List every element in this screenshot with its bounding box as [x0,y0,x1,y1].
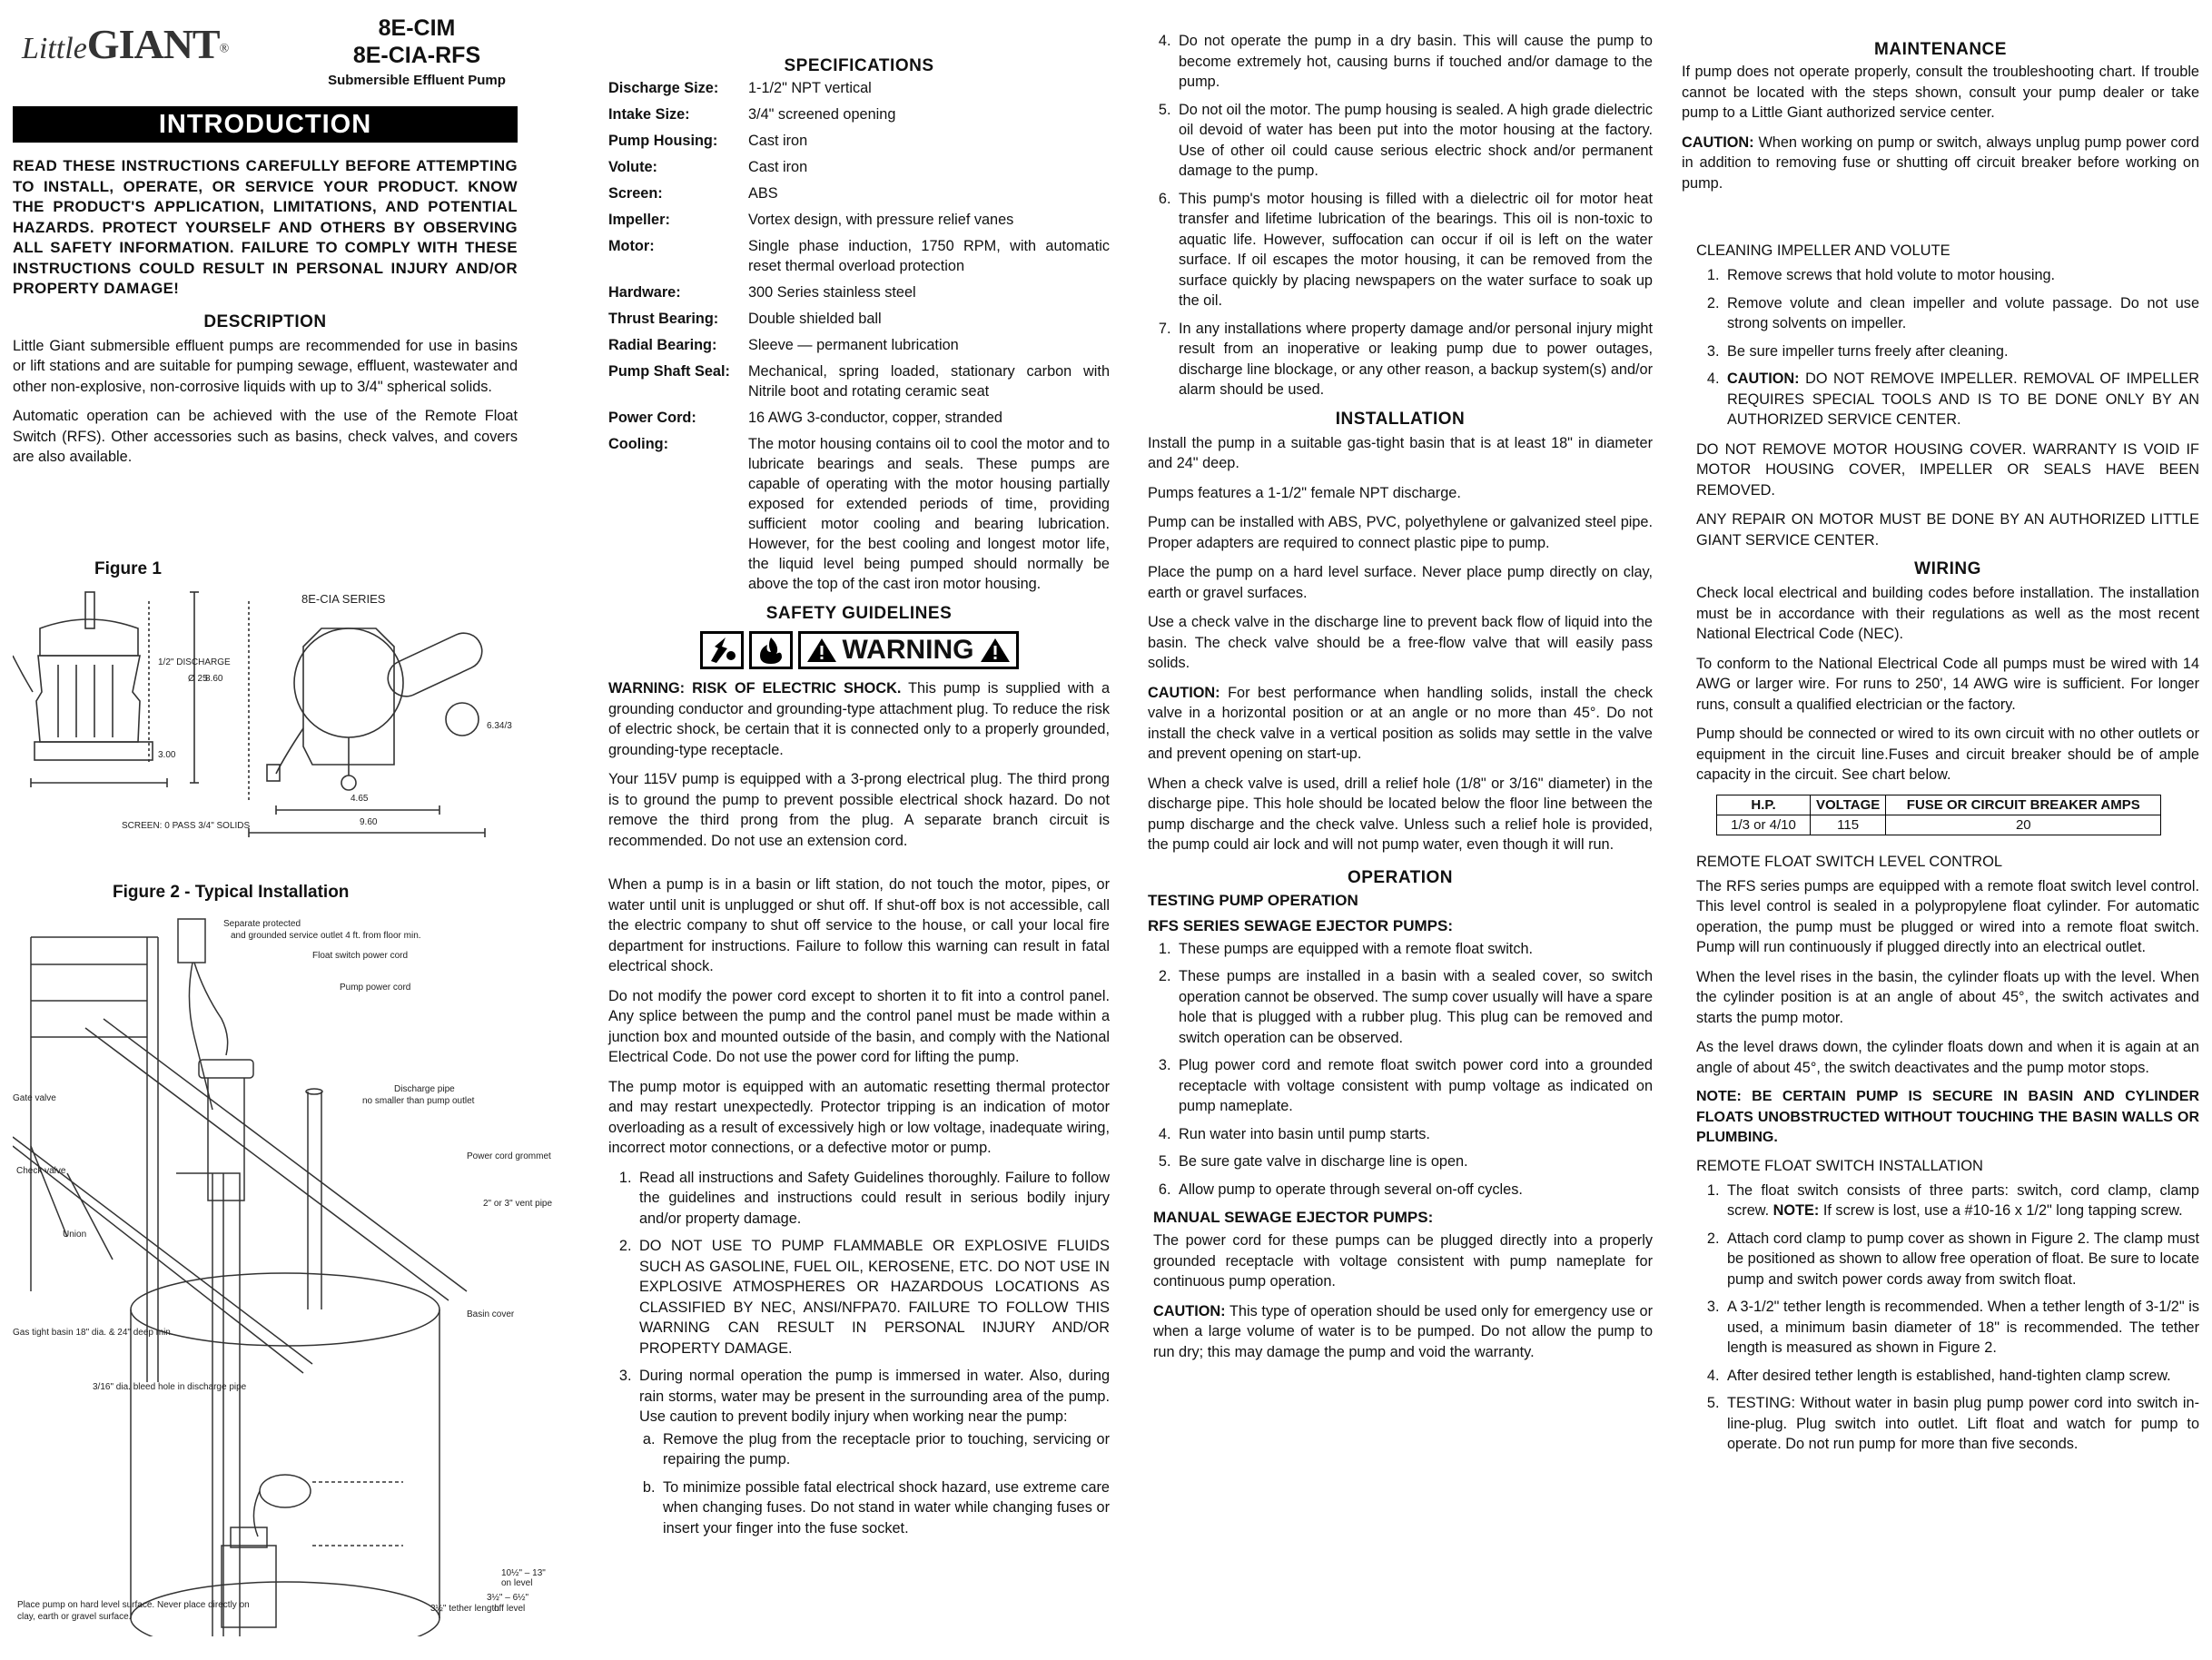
basin-cover-label: Basin cover [467,1309,515,1319]
safety-paragraph-3: When a pump is in a basin or lift station, do not touch the motor, pipes, or water until unit is unplugged or shut off. If shut-off box is not accessible, call the electric company to shut off service to the house, or call your local fire department for instructions. Failure to follow this warning can result in fatal electrical shock. [608,876,1110,974]
list-item-text: During normal operation the pump is immersed in water. Also, during rain storms, water may be present in the surrounding area of the pump. Use caution to prevent bodily injury when working near the pump: [639,1368,1110,1425]
spec-label: Power Cord: [608,410,696,426]
cleaning-heading: CLEANING IMPELLER AND VOLUTE [1696,242,1950,259]
operation-list [1148,939,1653,1201]
installation-paragraph-2: Pumps features a 1-1/2" female NPT discharge. [1148,484,1461,501]
caution-lead: CAUTION: [1153,1302,1226,1319]
testing-pump-operation-heading: TESTING PUMP OPERATION [1148,891,1358,909]
list-item: 3. Plug power cord and remote float switch power cord into a grounded receptacle with voltage consistent with pump voltage as indicated on pump nameplate. [1175,1055,1653,1117]
pump-dimension-drawing [13,583,518,855]
spec-value: ABS [748,185,778,202]
manual-ejector-paragraph: The power cord for these pumps can be plugged directly into a properly grounded receptacle with voltage consistent with pump nameplate for continuous pump operation. [1153,1232,1653,1289]
description-heading: DESCRIPTION [203,311,327,331]
gate-valve-label: Gate valve [13,1093,56,1103]
spec-label: Screen: [608,185,663,202]
logo-registered-mark: ® [219,42,230,56]
spec-label: Discharge Size: [608,80,719,96]
list-item: 5. Do not oil the motor. The pump housing is sealed. A high grade dielectric oil devoid of water has been put into the motor housing at the factory. Use of other oil could cause serious electric shock and/or permanent damage to the pump. [1175,100,1653,182]
warning-text: WARNING [842,635,974,665]
float-cord-label: Float switch power cord [312,951,409,961]
on-level-range: 10½" – 13" [501,1568,546,1578]
maintenance-paragraph-3: DO NOT REMOVE MOTOR HOUSING COVER. WARRANTY IS VOID IF MOTOR HOUSING COVER, IMPELLER OR SEALS HAVE BEEN REMOVED. [1696,440,2199,499]
spec-value: 1-1/2" NPT vertical [748,80,872,96]
spec-value: Double shielded ball [748,311,882,327]
spec-label: Cooling: [608,436,669,452]
list-item: 5. Be sure gate valve in discharge line is open. [1175,1151,1653,1172]
float-install-list [1696,1181,2199,1455]
dimension-c: Ø 25 [188,674,208,684]
dimension-f: 6.34/3 [487,721,512,731]
spec-value: Sleeve — permanent lubrication [748,337,959,353]
read-instructions-warning: READ THESE INSTRUCTIONS CAREFULLY BEFORE ATTEMPTING TO INSTALL, OPERATE, OR SERVICE YOUR PRODUCT. KNOW THE PRODUCT'S APPLICATION, LIMITATIONS, AND POTENTIAL HAZARDS. PROTECT YOURSELF AND OTHERS BY OBSERVING ALL SAFETY INFORMATION. FAILURE TO COMPLY WITH THESE INSTRUCTIONS COULD RESULT IN PERSONAL INJURY AND/OR PROPERTY DAMAGE! [13,157,518,297]
manual-ejector-heading: MANUAL SEWAGE EJECTOR PUMPS: [1153,1209,1434,1226]
warning-triangle-icon [806,637,837,664]
figure-2 [13,883,553,1627]
list-item-text: The float switch consists of three parts: switch, cord clamp, clamp screw. [1727,1181,2199,1219]
maintenance-paragraph-1: If pump does not operate properly, consult the troubleshooting chart. If trouble cannot be located with the steps shown, consult your pump dealer or take pump to a Little Giant authorized service center. [1682,64,2199,121]
check-valve-label: Check valve [16,1166,66,1176]
model-number-1: 8E-CIM [378,15,456,41]
table-cell: 20 [1886,815,2161,835]
float-install-heading: REMOTE FLOAT SWITCH INSTALLATION [1696,1157,1983,1174]
spec-value: 16 AWG 3-conductor, copper, stranded [748,410,1002,426]
list-item [636,1366,1110,1538]
table-header: VOLTAGE [1811,795,1886,815]
spec-value: Single phase induction, 1750 RPM, with automatic reset thermal overload protection [748,238,1110,274]
caution-lead: CAUTION: [1682,133,1754,151]
placement-note-1: Place pump on hard level surface. Never place directly on [17,1600,250,1610]
spec-value: Cast iron [748,133,808,149]
model-block [303,15,530,88]
cleaning-list [1696,265,2199,430]
installation-caution [1148,683,1653,765]
column-1 [13,0,553,1660]
placement-note-2: clay, earth or gravel surface. [17,1612,132,1622]
on-level-label: on level [501,1578,533,1588]
installation-paragraph-4: Place the pump on a hard level surface. Never place pump directly on clay, earth or gravel surfaces. [1148,564,1653,601]
list-item: 3. A 3-1/2" tether length is recommended. When a tether length of 3-1/2" is used, a minimum basin diameter of 18" is recommended. The tether length is measured as shown in Figure 2. [1723,1297,2199,1359]
list-item: 1. Read all instructions and Safety Guidelines thoroughly. Failure to follow the guidelines and instructions could result in serious bodily injury and/or property damage. [636,1168,1110,1230]
spec-value: 300 Series stainless steel [748,284,916,301]
off-level-label: off level [494,1604,526,1614]
caution-body: This type of operation should be used only for emergency use or when a large volume of water is to be pumped. Do not allow the pump to run dry; this may damage the pump and void the warranty. [1153,1302,1653,1360]
pump-cord-label: Pump power cord [340,983,411,993]
list-item: 2. DO NOT USE TO PUMP FLAMMABLE OR EXPLOSIVE FLUIDS SUCH AS GASOLINE, FUEL OIL, KEROSENE, ETC. DO NOT USE IN EXPLOSIVE ATMOSPHERES OR HAZARDOUS LOCATIONS AS CLASSIFIED BY NEC, ANSI/NFPA70. FAILURE TO FOLLOW THIS WARNING CAN RESULT IN PERSONAL INJURY AND/OR PROPERTY DAMAGE. [636,1236,1110,1359]
dimension-e: 9.60 [360,817,378,827]
note-lead: NOTE: [1773,1202,1820,1219]
spec-label: Pump Shaft Seal: [608,363,730,380]
installation-paragraph-3: Pump can be installed with ABS, PVC, polyethylene or galvanized steel pipe. Proper adapters are required to connect plastic pipe to pump. [1148,514,1653,551]
introduction-banner: INTRODUCTION [13,106,518,143]
figure-2-title: Figure 2 - Typical Installation [113,883,350,902]
installation-paragraph-5: Use a check valve in the discharge line to prevent back flow of liquid into the basin. The check valve should be a free-flow valve that will easily pass solids. [1148,614,1653,671]
spec-value: Vortex design, with pressure relief vanes [748,212,1014,228]
wiring-paragraph-3: Pump should be connected or wired to its own circuit with no other outlets or equipment in the circuit line.Fuses and circuit breaker should be of ample capacity in the circuit. See chart below. [1696,726,2199,783]
installation-paragraph-7: When a check valve is used, drill a relief hole (1/8" or 3/16" diameter) in the discharge pipe. This hole should be located below the floor line between the pump discharge and the check valve. Unless such a relief hole is provided, the pump could air lock and will not pump water, even though it will run. [1148,775,1653,853]
logo-giant: GIANT [86,21,220,67]
float-control-heading: REMOTE FLOAT SWITCH LEVEL CONTROL [1696,853,2003,870]
safety-sublist [639,1429,1110,1539]
table-cell: 1/3 or 4/10 [1717,815,1811,835]
caution-body: For best performance when handling solids, install the check valve in a horizontal position or at an angle or no more than 45°. Do not install the check valve in a vertical position as solids may settle in the valve and prevent opening on start-up. [1148,684,1653,762]
electric-shock-icon [700,631,744,669]
union-label: Union [63,1230,87,1240]
outlet-label-line-1: Separate protected [223,919,301,929]
warning-triangle-icon [980,637,1011,664]
wiring-section [1696,559,2199,1455]
fuse-chart-table [1716,795,2161,835]
list-item: 6. Allow pump to operate through several on-off cycles. [1175,1180,1653,1201]
tether-length-label: 3½" tether length [430,1604,499,1614]
spec-value: The motor housing contains oil to cool the motor and to lubricate bearings and seals. These pumps are capable of operating with the motor housing partially exposed for extended periods of time, providing sufficient motor cooling and bearing lubrication. However, for the best cooling and longest motor life, the liquid level being pumped should normally be above the top of the cast iron motor housing. [748,436,1110,592]
caution-body: When working on pump or switch, always unplug pump power cord in addition to removing fuse or shutting off circuit breaker before working on pump. [1682,133,2199,192]
column-3 [1148,0,1653,1660]
float-paragraph-1: The RFS series pumps are equipped with a remote float switch level control. This level control is sealed in a polypropylene float cylinder. For automatic operation, the pump must be plugged or wired into a remote float switch. Pump will run continuously if plugged directly into an electrical outlet. [1696,877,2199,955]
figure-1 [13,556,518,855]
table-cell: 115 [1811,815,1886,835]
spec-label: Hardware: [608,284,681,301]
safety-list-continued [1148,31,1653,400]
wiring-heading: WIRING [1914,559,1981,578]
product-subtitle: Submersible Effluent Pump [328,73,506,88]
safety-guidelines-heading: SAFETY GUIDELINES [765,604,953,623]
list-item: 6. This pump's motor housing is filled with a dielectric oil for motor heat transfer and lifetime lubrication of the bearings. This oil is non-toxic to aquatic life. However, suffocation can occur if oil is left on the water surface. If oil escapes the motor housing, it can be removed from the surface quickly by placing newspapers on the water surface to soak up the oil. [1175,189,1653,311]
list-item: a. Remove the plug from the receptacle prior to touching, servicing or repairing the pump. [659,1429,1110,1470]
electric-shock-warning [608,678,1110,760]
model-number-2: 8E-CIA-RFS [352,43,481,68]
caution-lead: CAUTION: [1727,371,1800,387]
dimension-d: 4.65 [351,794,369,804]
list-item: 5. TESTING: Without water in basin plug pump power cord into switch in-line-plug. Plug switch into outlet. Lift float and watch for pump to operate. Do not run pump for more than five seconds. [1723,1393,2199,1455]
column-2 [608,0,1110,1660]
list-item: 1. Remove screws that hold volute to motor housing. [1723,265,2199,286]
list-item: 4. Run water into basin until pump starts. [1175,1124,1653,1145]
vent-pipe-label: 2" or 3" vent pipe [483,1199,553,1209]
description-paragraph-2: Automatic operation can be achieved with the use of the Remote Float Switch (RFS). Other accessories such as basins, check valves, and covers are also available. [13,408,518,465]
spec-value: Cast iron [748,159,808,175]
spec-label: Pump Housing: [608,133,718,149]
off-level-range: 3½" – 6½" [487,1593,529,1603]
spec-label: Volute: [608,159,657,175]
electric-shock-warning-lead: WARNING: RISK OF ELECTRIC SHOCK. [608,680,902,697]
warning-label [798,631,1019,669]
logo-little: Little [22,32,87,65]
screen-label: SCREEN: 0 PASS 3/4" SOLIDS [122,821,251,831]
spec-value: 3/4" screened opening [748,106,896,123]
discharge-pipe-label-1: Discharge pipe [394,1084,455,1094]
operation-heading: OPERATION [1347,867,1454,887]
spec-value: Mechanical, spring loaded, stationary carbon with Nitrile boot and rotating ceramic seat [748,363,1110,400]
list-item: 4. Do not operate the pump in a dry basin. This will cause the pump to become extremely hot, causing burns if touched and/or damage to the pump. [1175,31,1653,93]
spec-label: Thrust Bearing: [608,311,719,327]
maintenance-paragraph-4: ANY REPAIR ON MOTOR MUST BE DONE BY AN AUTHORIZED LITTLE GIANT SERVICE CENTER. [1696,511,2199,548]
figure-1-title: Figure 1 [94,559,162,578]
dimension-a: 8.60 [205,674,223,684]
bleed-hole-label: 3/16" dia. bleed hole in discharge pipe [93,1382,247,1392]
safety-paragraph-2: Your 115V pump is equipped with a 3-prong electrical plug. The third prong is to ground the pump to prevent possible electrical shock hazard. Do not remove the third prong from the plug. A separate branch circuit is recommended. Do not use an extension cord. [608,771,1110,849]
electric-shock-warning-body: This pump is supplied with a grounding conductor and grounding-type attachment plug. To reduce the risk of electric shock, be certain that it is connected only to a properly grounded, grounding-type receptacle. [608,680,1111,758]
discharge-label: 1/2" DISCHARGE [158,657,231,667]
basin-size-label: Gas tight basin 18" dia. & 24" deep min. [13,1328,173,1338]
caution-body: DO NOT REMOVE IMPELLER. REMOVAL OF IMPELLER REQUIRES SPECIAL TOOLS AND IS TO BE DONE ONLY BY AN AUTHORIZED SERVICE CENTER. [1727,371,2199,428]
specifications-table [608,78,1110,600]
outlet-label-line-2: and grounded service outlet 4 ft. from floor min. [231,931,421,941]
table-row [1717,815,2161,835]
list-item: 1. These pumps are equipped with a remote float switch. [1175,939,1653,960]
list-item: 3. Be sure impeller turns freely after cleaning. [1723,341,2199,362]
safety-paragraph-4: Do not modify the power cord except to shorten it to fit into a control panel. Any splice between the pump and the control panel must be made within a junction box and mounted outside of the basin, and comply with the National Electrical Code. Do not use the power cord for lifting the pump. [608,987,1110,1065]
installation-paragraph-1: Install the pump in a suitable gas-tight basin that is at least 18" in diameter and 24" deep. [1148,434,1653,471]
float-note: NOTE: BE CERTAIN PUMP IS SECURE IN BASIN AND CYLINDER FLOATS UNOBSTRUCTED WITHOUT TOUCHING THE BASIN WALLS OR PLUMBING. [1696,1089,2199,1145]
table-header-row [1717,795,2161,815]
cord-grommet-label: Power cord grommet [467,1151,551,1161]
list-item: 7. In any installations where property damage and/or personal injury might result from an inoperative or leaking pump due to power outages, discharge line blockage, or any other reason, a backup system(s) and/or alarm should be used. [1175,319,1653,400]
rfs-series-heading: RFS SERIES SEWAGE EJECTOR PUMPS: [1148,916,1453,934]
spec-label: Impeller: [608,212,670,228]
table-header: FUSE OR CIRCUIT BREAKER AMPS [1886,795,2161,815]
specifications-heading: SPECIFICATIONS [784,56,934,75]
introduction-section [13,156,518,477]
installation-heading: INSTALLATION [1335,409,1466,429]
description-paragraph-1: Little Giant submersible effluent pumps are recommended for use in basins or lift stations and are suitable for pumping sewage, effluent, wastewater and other non-explosive, non-corrosive liquids with up to 3/4" spherical solids. [13,337,518,395]
discharge-pipe-label-2: no smaller than pump outlet [362,1096,475,1106]
dimension-b: 3.00 [158,750,176,760]
table-header: H.P. [1717,795,1811,815]
spec-label: Intake Size: [608,106,690,123]
caution-lead: CAUTION: [1148,684,1220,701]
list-item: 2. Remove volute and clean impeller and volute passage. Do not use strong solvents on impeller. [1723,293,2199,334]
wiring-paragraph-1: Check local electrical and building codes before installation. The installation must be in accordance with their regulations as well as the most recent National Electrical Code (NEC). [1696,585,2199,642]
maintenance-caution [1682,133,2199,194]
list-item [1723,369,2199,430]
list-item: 2. These pumps are installed in a basin with a sealed cover, so switch operation cannot be observed. The sump cover usually will have a spare hole that is plugged with a rubber plug. This plug can be removed and switch operation can be observed. [1175,966,1653,1048]
wiring-paragraph-2: To conform to the National Electrical Code all pumps must be wired with 14 AWG or larger wire. For runs to 250', 14 AWG wire is sufficient. For longer runs, consult a qualified electrician or the factory. [1696,655,2199,713]
list-item-text: If screw is lost, use a #10-16 x 1/2" long tapping screw. [1819,1202,2183,1219]
little-giant-logo [22,20,229,68]
list-item: 2. Attach cord clamp to pump cover as shown in Figure 2. The clamp must be positioned as shown to allow free operation of float. Be sure to locate pump and switch power cords away from switch float. [1723,1229,2199,1290]
fire-hazard-icon [749,631,793,669]
warning-symbols [608,631,1110,669]
figure-1-series-label: 8E-CIA SERIES [301,592,386,606]
float-paragraph-2: When the level rises in the basin, the cylinder floats up with the level. When the cylinder position is at an angle of about 45°, the switch activates and starts the pump motor. [1696,968,2199,1026]
maintenance-heading: MAINTENANCE [1874,40,2007,59]
list-item: b. To minimize possible fatal electrical shock hazard, use extreme care when changing fuses. Do not stand in water while changing fuses or insert your finger into the fuse socket. [659,1477,1110,1539]
spec-label: Radial Bearing: [608,337,717,353]
float-paragraph-3: As the level draws down, the cylinder floats down and when it is again at an angle of about 45°, the switch deactivates and the pump motor stops. [1696,1039,2199,1076]
typical-installation-drawing [13,910,518,1636]
list-item [1723,1181,2199,1221]
safety-paragraph-5: The pump motor is equipped with an automatic resetting thermal protector and may restart unexpectedly. Protector tripping is an indication of motor overloading as a result of excessively high or low voltage, inadequate wiring, incorrect motor connections, or a defective motor or pump. [608,1078,1110,1156]
safety-list [608,1168,1110,1539]
manual-ejector-caution [1153,1301,1653,1363]
column-4 [1682,0,2199,1660]
list-item: 4. After desired tether length is established, hand-tighten clamp screw. [1723,1366,2199,1387]
spec-label: Motor: [608,238,655,254]
